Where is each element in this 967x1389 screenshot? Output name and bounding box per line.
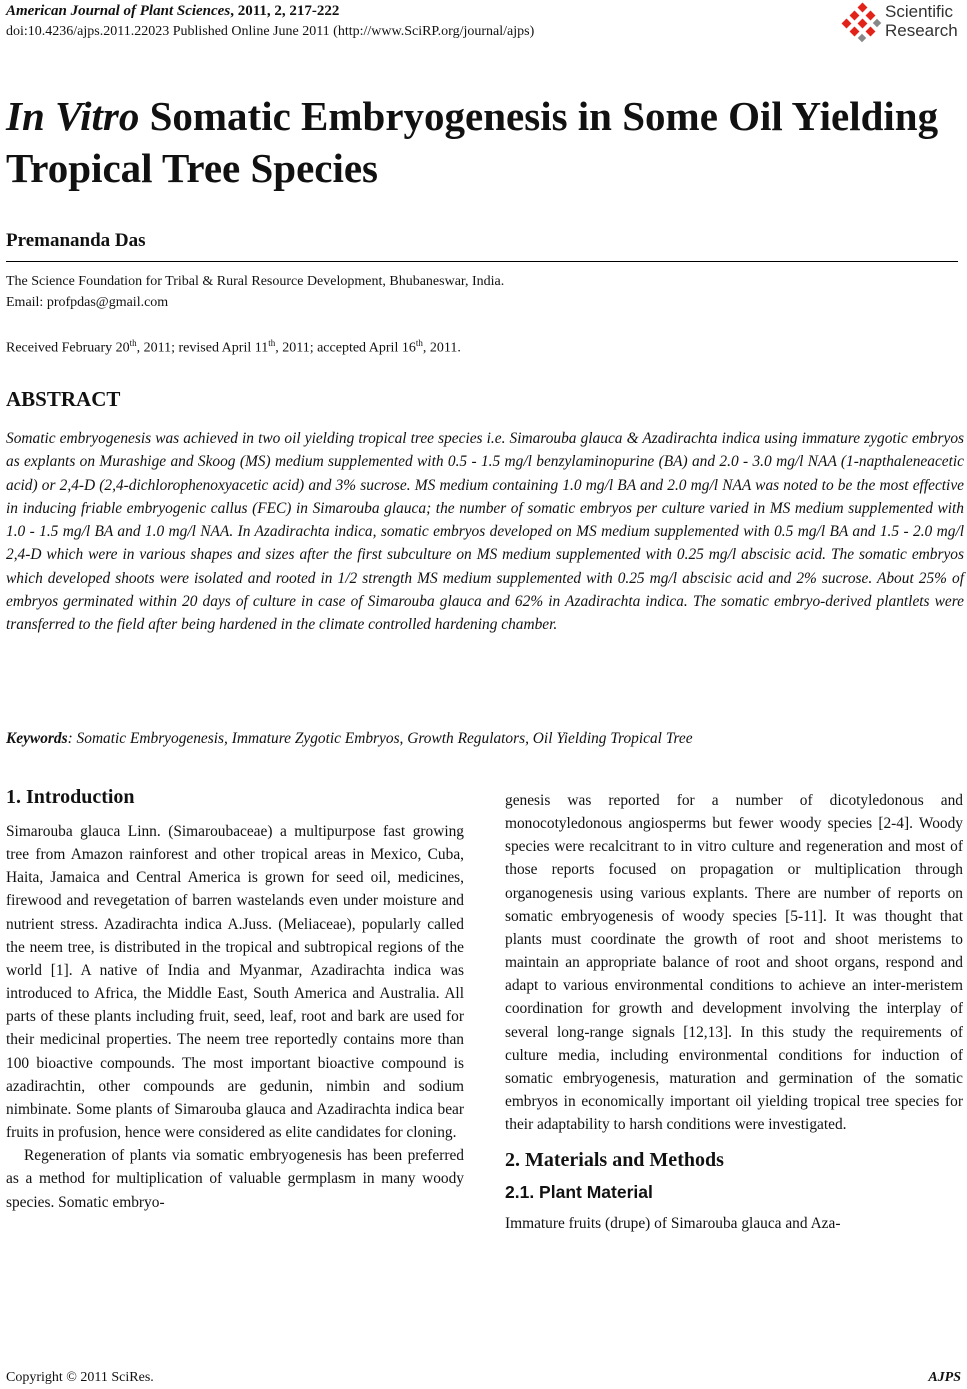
logo-text (885, 2, 958, 40)
revised-date: , 2011; revised April 11 (136, 340, 269, 356)
abstract-text: Somatic embryogenesis was achieved in two oil yielding tropical tree species i.e. Simarouba glauca & Azadirachta indica using immature zygotic embryos as explants on Murashige and Skoog (MS) medium supplemented with 0.5 - 1.5 mg/l benzylaminopurine (BA) and 2.0 - 3.0 mg/l NAA (1-napthaleneacetic acid) or 2,4-D (2,4-dichlorophenoxyacetic acid) and 3% sucrose. MS medium containing 1.0 mg/l BA and 2.0 mg/l NAA was noted to be the most effective in inducing friable embryogenic callus (FEC) in Simarouba glauca; the number of somatic embryos per culture varied in MS medium supplemented with 1.0 - 1.5 mg/l BA and 1.0 mg/l NAA. In Azadirachta indica, somatic embryos developed on MS medium supplemented with 0.5 mg/l BA and 1.5 - 2.0 mg/l 2,4-D which were in various shapes and sizes after the first subculture on MS medium supplemented with 0.25 mg/l abscisic acid. The somatic embryos which developed shoots were isolated and rooted in 1/2 strength MS medium supplemented with 0.25 mg/l abscisic acid and 2% sucrose. About 25% of embryos germinated within 20 days of culture in case of Simarouba glauca and 62% in Azadirachta indica. The somatic embryo-derived plantlets were transferred to the field after being hardened in the climate controlled hardening chamber. (6, 430, 964, 634)
logo-line-2: Research (885, 21, 958, 40)
author-name: Premananda Das (6, 230, 146, 251)
section-heading-materials-methods: 2. Materials and Methods (505, 1149, 724, 1172)
accepted-date: , 2011; accepted April 16 (275, 340, 416, 356)
right-column (505, 789, 963, 1236)
affiliation: The Science Foundation for Tribal & Rural Resource Development, Bhubaneswar, India. (6, 274, 505, 289)
title-rest: Somatic Embryogenesis in Some Oil Yielding Tropical Tree Species (6, 93, 939, 191)
logo-line-1: Scientific (885, 2, 954, 21)
journal-citation (6, 3, 339, 20)
journal-abbreviation: AJPS (928, 1370, 961, 1385)
section-heading-introduction: 1. Introduction (6, 786, 135, 808)
email: Email: profpdas@gmail.com (6, 295, 169, 310)
received-date: Received February 20 (6, 340, 130, 356)
subsection-heading-plant-material: 2.1. Plant Material (505, 1182, 653, 1203)
keywords-list: : Somatic Embryogenesis, Immature Zygotic Embryos, Growth Regulators, Oil Yielding Tropical Tree (67, 730, 693, 747)
paper-title (6, 90, 956, 194)
sup-th: th (268, 338, 276, 348)
left-column (6, 820, 464, 1214)
sup-th: th (415, 338, 423, 348)
doi-line: doi:10.4236/ajps.2011.22023 Published Online June 2011 (http://www.SciRP.org/journal/ajps) (6, 24, 535, 39)
intro-paragraph-1: Simarouba glauca Linn. (Simaroubaceae) a multipurpose fast growing tree from Amazon rainforest and other tropical areas in Mexico, Cuba, Haita, Jamaica and Central America is grown for seed oil, medicines, firewood and revegetation of barren wastelands even under moisture and nutrient stress. Azadirachta indica A.Juss. (Meliaceae), popularly called the neem tree, is distributed in the tropical and subtropical regions of the world [1]. A native of India and Myanmar, Azadirachta indica was introduced to Africa, the Middle East, South America and Australia. All parts of these plants including fruit, seed, leaf, root and bark are used for their medicinal properties. The neem tree reportedly contains more than 100 bioactive compounds. The most important bioactive compound is azadirachtin, other compounds are gedunin, nimbin and sodium nimbinate. Some plants of Simarouba glauca and Azadirachta indica bear fruits in profusion, hence were considered as elite candidates for cloning. (6, 823, 464, 1142)
header-divider (6, 261, 958, 262)
journal-name: American Journal of Plant Sciences (6, 3, 231, 19)
keywords-label: Keywords (6, 730, 68, 747)
publisher-logo (841, 2, 961, 44)
plant-material-paragraph: Immature fruits (drupe) of Simarouba glauca and Aza- (505, 1215, 841, 1233)
keywords (6, 730, 693, 748)
dates-suffix: , 2011. (422, 340, 461, 356)
title-italic: In Vitro (6, 93, 140, 139)
copyright: Copyright © 2011 SciRes. (6, 1370, 154, 1385)
submission-dates (6, 338, 461, 357)
sup-th: th (129, 338, 137, 348)
scientific-research-logo-icon (841, 2, 883, 44)
abstract-heading: ABSTRACT (6, 387, 121, 411)
journal-volume: , 2011, 2, 217-222 (230, 3, 340, 19)
intro-paragraph-2-continued: genesis was reported for a number of dicotyledonous and monocotyledonous angiosperms but fewer woody species [2-4]. Woody species were recalcitrant to in vitro culture and regeneration and most of those reports focused on propagation or multiplication through organogenesis using various explants. There are number of reports on somatic embryogenesis of woody species [5-11]. It was thought that plants must coordinate the growth of root and shoot meristems to maintain an appropriate balance of root and shoot organs, respond and adapt to various environmental conditions to achieve an inter-meristem coordination for growth and development involving the interplay of several long-range signals [12,13]. In this study the requirements of culture media, including environmental conditions for induction of somatic embryogenesis, maturation and germination of the somatic embryos in economically important oil yielding tropical tree species for their adaptability to harsh conditions were investigated. (505, 792, 963, 1134)
intro-paragraph-2: Regeneration of plants via somatic embryogenesis has been preferred as a method for multiplication of valuable germplasm in many woody species. Somatic embryo- (6, 1147, 464, 1211)
